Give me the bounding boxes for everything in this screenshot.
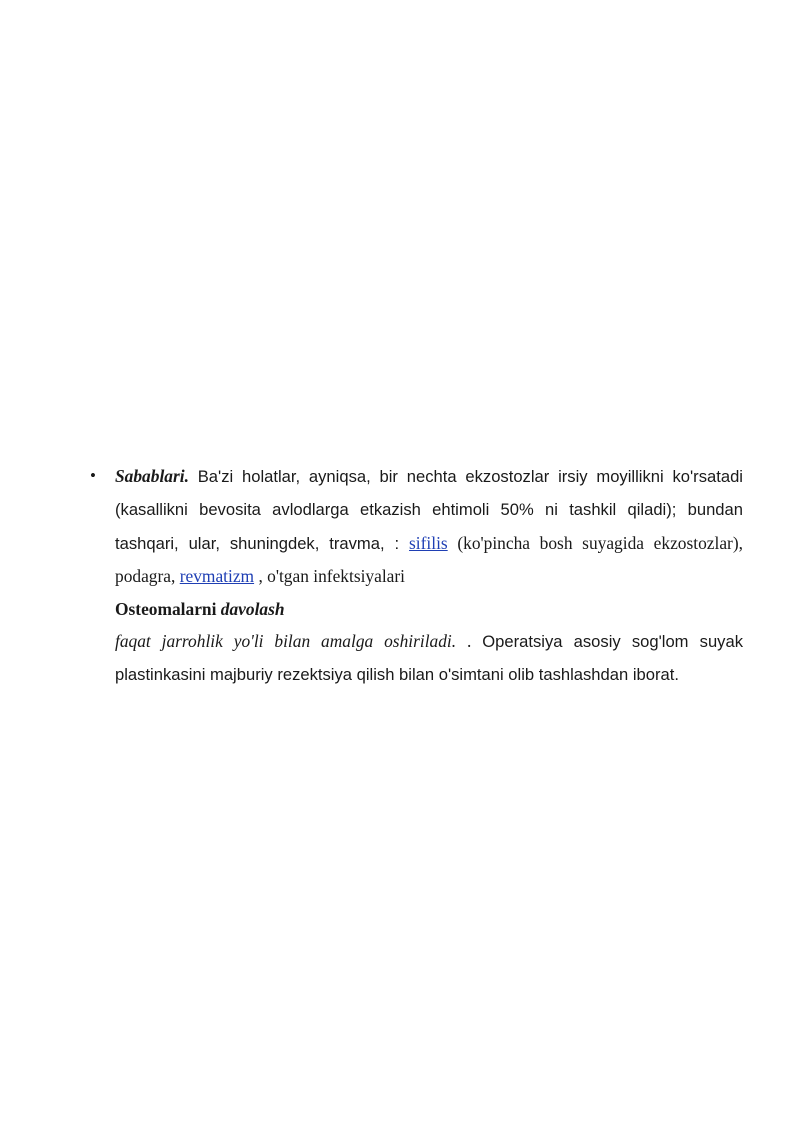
causes-text-1: Ba'zi holatlar, ayniqsa, bir nechta ekzostozlar irsiy moyillikni ko'rsatadi (kasallikni bevosita avlodlarga etkazish ehtimoli 50% ni tashkil qiladi); bundan tashqari, ular, shuningdek, travma, :: [115, 467, 743, 553]
treatment-italic-text: faqat jarrohlik yo'li bilan amalga oshiriladi.: [115, 631, 457, 652]
causes-paragraph: [115, 460, 743, 593]
causes-lead: Sabablari.: [115, 466, 189, 486]
treatment-heading-bold: Osteomalarni: [115, 598, 221, 619]
link-revmatizm[interactable]: revmatizm: [179, 566, 255, 587]
causes-text-2: (ko'pincha bosh suyagida ekzostozlar), podagra,: [115, 532, 743, 587]
treatment-paragraph: [115, 625, 743, 692]
causes-text-3: , o'tgan infektsiyalari: [254, 566, 406, 587]
link-sifilis[interactable]: sifilis: [409, 532, 448, 553]
treatment-separator: .: [456, 631, 483, 652]
treatment-plain-text: Operatsiya asosiy sog'lom suyak plastinkasini majburiy rezektsiya qilish bilan o'simtani olib tashlashdan iborat.: [115, 632, 743, 685]
treatment-heading-italic: davolash: [220, 598, 285, 619]
treatment-heading: [115, 593, 743, 625]
bullet-marker: •: [90, 466, 96, 485]
content-block: [90, 460, 743, 692]
